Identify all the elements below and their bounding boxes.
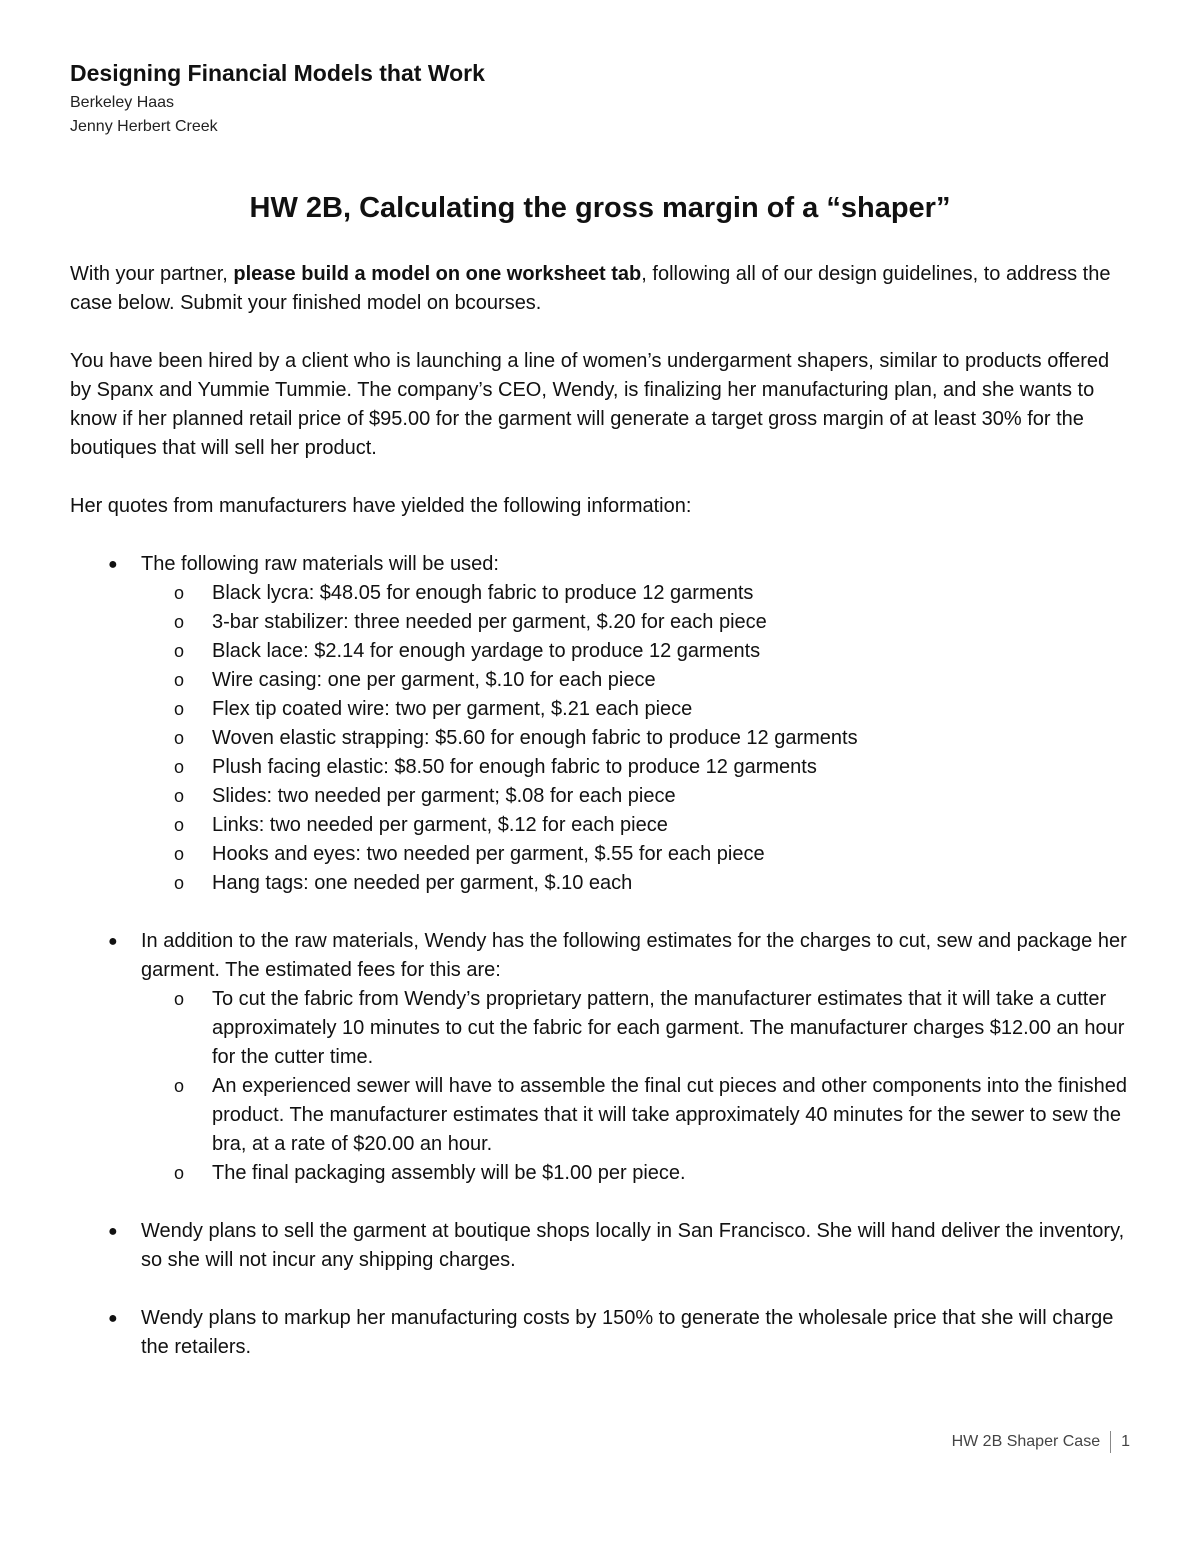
hollow-bullet-icon: o bbox=[174, 1076, 185, 1096]
sub-bullet-text: Flex tip coated wire: two per garment, $.21 each piece bbox=[212, 698, 693, 720]
sub-bullet-item bbox=[70, 811, 1135, 840]
hollow-bullet-icon: o bbox=[174, 873, 185, 893]
sub-bullet-text: Hang tags: one needed per garment, $.10 each bbox=[212, 872, 633, 894]
hollow-bullet-icon: o bbox=[174, 1163, 185, 1183]
bullet-item bbox=[70, 550, 1135, 898]
page-title: HW 2B, Calculating the gross margin of a “shaper” bbox=[249, 192, 951, 224]
intro-paragraph-3: Her quotes from manufacturers have yielded the following information: bbox=[70, 495, 692, 517]
intro-p1-pre: With your partner, bbox=[70, 263, 234, 285]
intro-paragraph-1 bbox=[70, 260, 1135, 318]
header-block bbox=[70, 60, 485, 139]
sub-bullet-text: Hooks and eyes: two needed per garment, $.55 for each piece bbox=[212, 843, 765, 865]
instructor-name: Jenny Herbert Creek bbox=[70, 118, 218, 135]
sub-bullet-text: Wire casing: one per garment, $.10 for each piece bbox=[212, 669, 656, 691]
sub-bullet-text: An experienced sewer will have to assemble the final cut pieces and other components into the finished product. The manufacturer estimates that it will take approximately 40 minutes for the sewer to sew the bra, at a rate of $20.00 an hour. bbox=[212, 1075, 1127, 1155]
hollow-bullet-icon: o bbox=[174, 757, 185, 777]
page-number: 1 bbox=[1121, 1433, 1130, 1451]
bullet-dot-icon: ● bbox=[108, 933, 118, 950]
hollow-bullet-icon: o bbox=[174, 670, 185, 690]
bullet-item bbox=[70, 927, 1135, 1188]
sub-bullet-item bbox=[70, 579, 1135, 608]
sub-bullet-list bbox=[141, 579, 1135, 898]
intro-p1-bold: please build a model on one worksheet tab bbox=[233, 263, 642, 285]
sub-bullet-item bbox=[70, 840, 1135, 869]
sub-bullet-item bbox=[70, 637, 1135, 666]
sub-bullet-item bbox=[70, 1072, 1135, 1159]
sub-bullet-text: 3-bar stabilizer: three needed per garment, $.20 for each piece bbox=[212, 611, 767, 633]
footer-label: HW 2B Shaper Case bbox=[951, 1433, 1101, 1451]
sub-bullet-item bbox=[70, 724, 1135, 753]
hollow-bullet-icon: o bbox=[174, 728, 185, 748]
course-title: Designing Financial Models that Work bbox=[70, 60, 485, 86]
sub-bullet-text: Links: two needed per garment, $.12 for each piece bbox=[212, 814, 668, 836]
sub-bullet-item bbox=[70, 666, 1135, 695]
sub-bullet-list bbox=[141, 985, 1135, 1188]
bullet-item bbox=[70, 1217, 1135, 1275]
hollow-bullet-icon: o bbox=[174, 583, 185, 603]
sub-bullet-item bbox=[70, 1159, 1135, 1188]
sub-bullet-text: The final packaging assembly will be $1.00 per piece. bbox=[212, 1162, 686, 1184]
sub-bullet-item bbox=[70, 985, 1135, 1072]
sub-bullet-text: Black lycra: $48.05 for enough fabric to produce 12 garments bbox=[212, 582, 754, 604]
sub-bullet-item bbox=[70, 782, 1135, 811]
sub-bullet-item bbox=[70, 869, 1135, 898]
hollow-bullet-icon: o bbox=[174, 786, 185, 806]
sub-bullet-item bbox=[70, 695, 1135, 724]
bullet-list bbox=[70, 550, 1135, 1362]
bullet-dot-icon: ● bbox=[108, 1310, 118, 1327]
school-name: Berkeley Haas bbox=[70, 94, 175, 111]
intro-p1-post: , following all of our design guidelines, to address the case below. Submit your finished model on bcourses. bbox=[70, 263, 1111, 314]
bullet-dot-icon: ● bbox=[108, 556, 118, 573]
sub-bullet-item bbox=[70, 753, 1135, 782]
hollow-bullet-icon: o bbox=[174, 699, 185, 719]
hollow-bullet-icon: o bbox=[174, 612, 185, 632]
bullet-text: Wendy plans to markup her manufacturing costs by 150% to generate the wholesale price that she will charge the retailers. bbox=[141, 1307, 1114, 1358]
sub-bullet-text: To cut the fabric from Wendy’s proprietary pattern, the manufacturer estimates that it will take a cutter approximately 10 minutes to cut the fabric for each garment. The manufacturer charges $12.00 an hour for the cutter time. bbox=[212, 988, 1125, 1068]
page-footer bbox=[952, 1431, 1130, 1453]
document-body bbox=[70, 260, 1135, 1391]
sub-bullet-item bbox=[70, 608, 1135, 637]
footer-divider bbox=[1110, 1431, 1111, 1453]
bullet-item bbox=[70, 1304, 1135, 1362]
sub-bullet-text: Slides: two needed per garment; $.08 for each piece bbox=[212, 785, 676, 807]
bullet-text: Wendy plans to sell the garment at boutique shops locally in San Francisco. She will hand deliver the inventory, so she will not incur any shipping charges. bbox=[141, 1220, 1125, 1271]
hollow-bullet-icon: o bbox=[174, 844, 185, 864]
sub-bullet-text: Woven elastic strapping: $5.60 for enough fabric to produce 12 garments bbox=[212, 727, 858, 749]
intro-paragraph-2: You have been hired by a client who is launching a line of women’s undergarment shapers, similar to products offered by Spanx and Yummie Tummie. The company’s CEO, Wendy, is finalizing her manufacturing plan, and she wants to know if her planned retail price of $95.00 for the garment will generate a target gross margin of at least 30% for the boutiques that will sell her product. bbox=[70, 350, 1110, 459]
sub-bullet-text: Plush facing elastic: $8.50 for enough fabric to produce 12 garments bbox=[212, 756, 817, 778]
hollow-bullet-icon: o bbox=[174, 815, 185, 835]
bullet-dot-icon: ● bbox=[108, 1223, 118, 1240]
hollow-bullet-icon: o bbox=[174, 989, 185, 1009]
bullet-text: In addition to the raw materials, Wendy has the following estimates for the charges to cut, sew and package her garment. The estimated fees for this are: bbox=[141, 930, 1127, 981]
bullet-text: The following raw materials will be used: bbox=[141, 553, 499, 575]
sub-bullet-text: Black lace: $2.14 for enough yardage to produce 12 garments bbox=[212, 640, 761, 662]
hollow-bullet-icon: o bbox=[174, 641, 185, 661]
